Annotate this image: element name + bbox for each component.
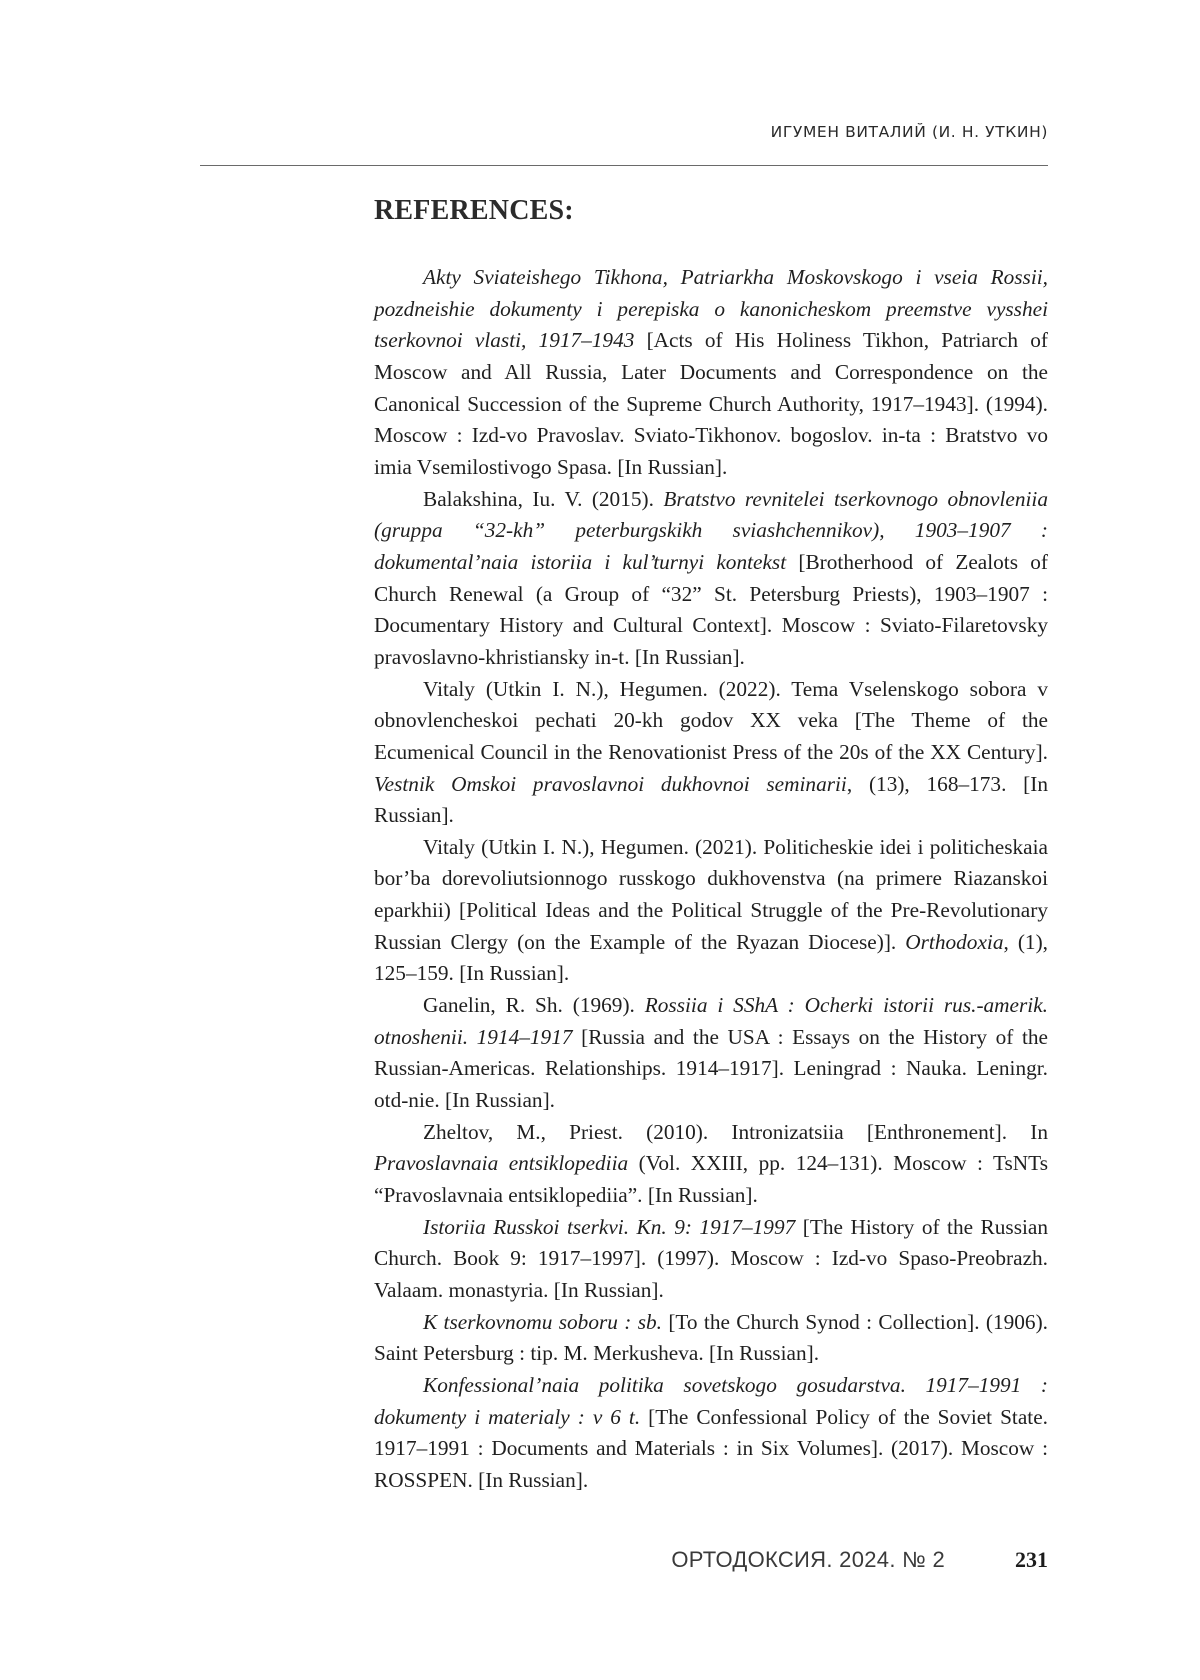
reference-italic-title: K tserkovnomu soboru : sb. — [423, 1309, 662, 1334]
reference-text: Vitaly (Utkin I. N.), Hegumen. (2021). Politicheskie idei i politicheskaia bor’ba dorevoliutsionnogo russkogo dukhovenstva (na primere Riazanskoi eparkhii) [Political Ideas and the Political Struggle of the Pre-Revolutionary Russian Clergy (on the Example of the Ryazan Diocese)]. — [374, 834, 1048, 954]
reference-text: (Vol. XXIII, pp. 124–131). Moscow : TsNTs “Pravoslavnaia entsiklopediia”. [In Russian]. — [374, 1151, 1048, 1208]
journal-name: ОРТОДОКСИЯ. 2024. № 2 — [671, 1547, 945, 1572]
reference-entry — [374, 1307, 1048, 1370]
reference-entry — [374, 1117, 1048, 1212]
header-rule — [200, 165, 1048, 166]
reference-text: [The Confessional Policy of the Soviet State. 1917–1991 : Documents and Materials : in Six Volumes]. (2017). Moscow : ROSSPEN. [In Russian]. — [374, 1404, 1048, 1492]
reference-italic-title: Istoriia Russkoi tserkvi. Kn. 9: 1917–1997 — [423, 1214, 796, 1239]
reference-text: [To the Church Synod : Collection]. (1906). Saint Petersburg : tip. M. Merkusheva. [In Russian]. — [374, 1309, 1048, 1366]
reference-text: Zheltov, M., Priest. (2010). Intronizatsiia [Enthronement]. In — [423, 1119, 1048, 1144]
page-number: 231 — [1015, 1547, 1048, 1572]
reference-entry — [374, 832, 1048, 990]
reference-italic-title: Pravoslavnaia entsiklopediia — [374, 1151, 629, 1176]
reference-text: [Brotherhood of Zealots of Church Renewal (a Group of “32” St. Petersburg Priests), 1903–1907 : Documentary History and Cultural Context]. Moscow : Sviato-Filaretovsky pravoslavno-khristiansky in-t. [In Russian]. — [374, 549, 1048, 669]
reference-text: [Russia and the USA : Essays on the History of the Russian-Americas. Relationships. 1914–1917]. Leningrad : Nauka. Leningr. otd-nie. [In Russian]. — [374, 1024, 1049, 1113]
reference-text: Vitaly (Utkin I. N.), Hegumen. (2022). Tema Vselenskogo sobora v obnovlencheskoi pechati 20-kh godov XX veka [The Theme of the Ecumenical Council in the Renovationist Press of the 20s of the XX Century]. — [374, 676, 1048, 764]
reference-text: [Acts of His Holiness Tikhon, Patriarch of Moscow and All Russia, Later Documents and Correspondence on the Canonical Succession of the Supreme Church Authority, 1917–1943]. (1994). Moscow : Izd-vo Pravoslav. Sviato-Tikhonov. bogoslov. in-ta : Bratstvo vo imia Vsemilostivogo Spasa. [In Russian]. — [374, 328, 1048, 479]
reference-italic-title: Konfessional’naia politika sovetskogo gosudarstva. 1917–1991 : dokumenty i materialy : v 6 t. — [374, 1372, 1048, 1429]
reference-italic-title: Orthodoxia — [905, 929, 1004, 954]
reference-italic-title: Rossiia i SShA : Ocherki istorii rus.-amerik. otnoshenii. 1914–1917 — [374, 993, 1048, 1049]
running-header: ИГУМЕН ВИТАЛИЙ (И. Н. УТКИН) — [770, 123, 1048, 141]
section-title: REFERENCES: — [374, 195, 574, 226]
reference-entry — [374, 674, 1048, 832]
reference-italic-title: Bratstvo revnitelei tserkovnogo obnovleniia (gruppa “32-kh” peterburgskikh sviashchennikov), 1903–1907 : dokumental’naia istoriia i kul’turnyi kontekst — [374, 486, 1049, 574]
reference-text: [The History of the Russian Church. Book 9: 1917–1997]. (1997). Moscow : Izd-vo Spaso-Preobrazh. Valaam. monastyria. [In Russian]. — [374, 1214, 1049, 1302]
page-footer — [671, 1547, 1048, 1573]
reference-italic-title: Akty Sviateishego Tikhona, Patriarkha Moskovskogo i vseia Rossii, pozdneishie dokumenty i perepiska o kanonicheskom preemstve vysshei tserkovnoi vlasti, 1917–1943 — [374, 265, 1048, 353]
reference-entry — [374, 262, 1048, 484]
reference-entry — [374, 484, 1048, 674]
reference-entry — [374, 1212, 1048, 1307]
reference-entry — [374, 1370, 1048, 1497]
reference-text: Balakshina, Iu. V. (2015). — [423, 486, 664, 511]
reference-text: Ganelin, R. Sh. (1969). — [423, 993, 645, 1018]
reference-entry — [374, 990, 1048, 1117]
reference-list — [374, 262, 1048, 1497]
reference-italic-title: Vestnik Omskoi pravoslavnoi dukhovnoi seminarii — [374, 771, 847, 796]
reference-text: , (13), 168–173. [In Russian]. — [374, 771, 1048, 828]
reference-text: , (1), 125–159. [In Russian]. — [374, 929, 1048, 986]
